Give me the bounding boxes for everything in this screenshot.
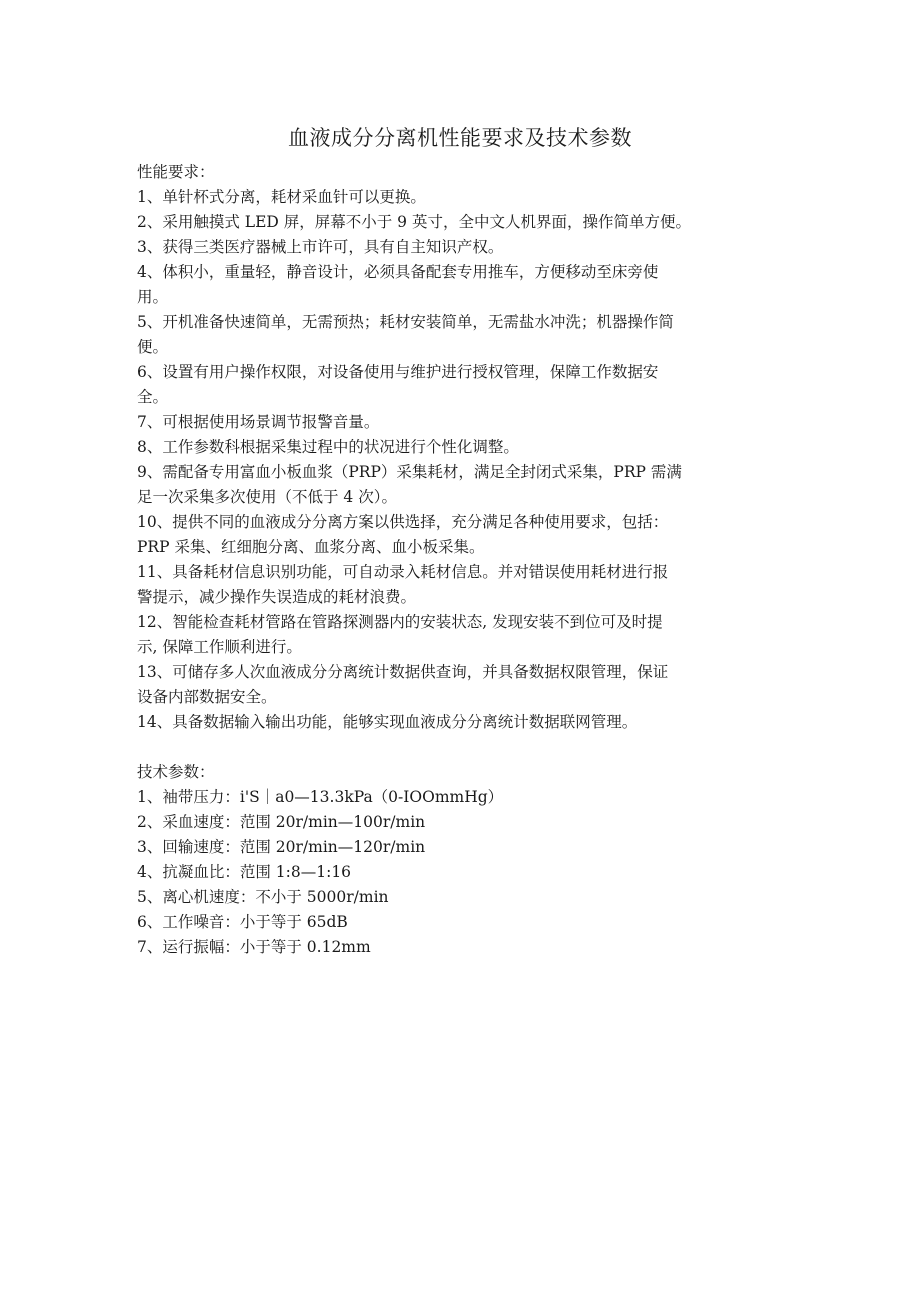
performance-item-12 xyxy=(137,610,787,660)
performance-item-11-line-1: 11、具备耗材信息识别功能，可自动录入耗材信息。并对错误使用耗材进行报 xyxy=(137,563,669,581)
performance-item-7: 7、可根据使用场景调节报警音量。 xyxy=(137,413,380,431)
performance-list xyxy=(137,185,787,735)
performance-item-2: 2、采用触摸式 LED 屏，屏幕不小于 9 英寸，全中文人机界面，操作简单方便。 xyxy=(137,213,691,231)
technical-item-3: 3、回输速度：范围 20r/min—120r/min xyxy=(137,838,426,856)
technical-item-5: 5、离心机速度：不小于 5000r/min xyxy=(137,888,389,906)
technical-list xyxy=(137,785,787,960)
performance-item-6-line-2: 全。 xyxy=(137,388,169,406)
technical-item-6: 6、工作噪音：小于等于 65dB xyxy=(137,913,348,931)
performance-item-6-line-1: 6、设置有用户操作权限，对设备使用与维护进行授权管理，保障工作数据安 xyxy=(137,363,659,381)
technical-item-1: 1、袖带压力：i'S｜a0—13.3kPa（0-IOOmmHg） xyxy=(137,788,504,806)
performance-item-10-line-2: PRP 采集、红细胞分离、血浆分离、血小板采集。 xyxy=(137,538,485,556)
performance-item-5-line-2: 便。 xyxy=(137,338,169,356)
technical-item-7: 7、运行振幅：小于等于 0.12mm xyxy=(137,938,371,956)
performance-heading: 性能要求： xyxy=(137,163,215,181)
performance-item-13-line-2: 设备内部数据安全。 xyxy=(137,688,277,706)
performance-item-8: 8、工作参数科根据采集过程中的状况进行个性化调整。 xyxy=(137,438,519,456)
document-title: 血液成分分离机性能要求及技术参数 xyxy=(288,126,632,150)
performance-item-1: 1、单针杯式分离，耗材采血针可以更换。 xyxy=(137,188,426,206)
performance-item-10-line-1: 10、提供不同的血液成分分离方案以供选择，充分满足各种使用要求，包括： xyxy=(137,513,669,531)
performance-item-13 xyxy=(137,660,787,710)
performance-item-4-line-1: 4、体积小，重量轻，静音设计，必须具备配套专用推车，方便移动至床旁使 xyxy=(137,263,659,281)
performance-item-9-line-1: 9、需配备专用富血小板血浆（PRP）采集耗材，满足全封闭式采集，PRP 需满 xyxy=(137,463,682,481)
performance-item-4-line-2: 用。 xyxy=(137,288,169,306)
performance-item-11 xyxy=(137,560,787,610)
performance-item-4 xyxy=(137,260,787,310)
technical-heading: 技术参数： xyxy=(137,763,215,781)
performance-item-12-line-2: 示, 保障工作顺利进行。 xyxy=(137,638,302,656)
performance-item-10 xyxy=(137,510,787,560)
document-body xyxy=(137,160,787,960)
performance-item-5-line-1: 5、开机准备快速简单，无需预热；耗材安装简单，无需盐水冲洗；机器操作简 xyxy=(137,313,674,331)
performance-item-12-line-1: 12、智能检查耗材管路在管路探测器内的安装状态, 发现安装不到位可及时提 xyxy=(137,613,663,631)
performance-item-6 xyxy=(137,360,787,410)
section-spacer xyxy=(137,735,787,760)
performance-item-11-line-2: 警提示，减少操作失误造成的耗材浪费。 xyxy=(137,588,417,606)
performance-item-3: 3、获得三类医疗器械上市许可，具有自主知识产权。 xyxy=(137,238,504,256)
performance-item-9 xyxy=(137,460,787,510)
performance-item-13-line-1: 13、可储存多人次血液成分分离统计数据供查询，并具备数据权限管理，保证 xyxy=(137,663,669,681)
technical-item-2: 2、采血速度：范围 20r/min—100r/min xyxy=(137,813,426,831)
performance-item-5 xyxy=(137,310,787,360)
performance-item-14: 14、具备数据输入输出功能，能够实现血液成分分离统计数据联网管理。 xyxy=(137,713,638,731)
technical-item-4: 4、抗凝血比：范围 1:8—1:16 xyxy=(137,863,352,881)
performance-item-9-line-2: 足一次采集多次使用（不低于 4 次）。 xyxy=(137,488,397,506)
